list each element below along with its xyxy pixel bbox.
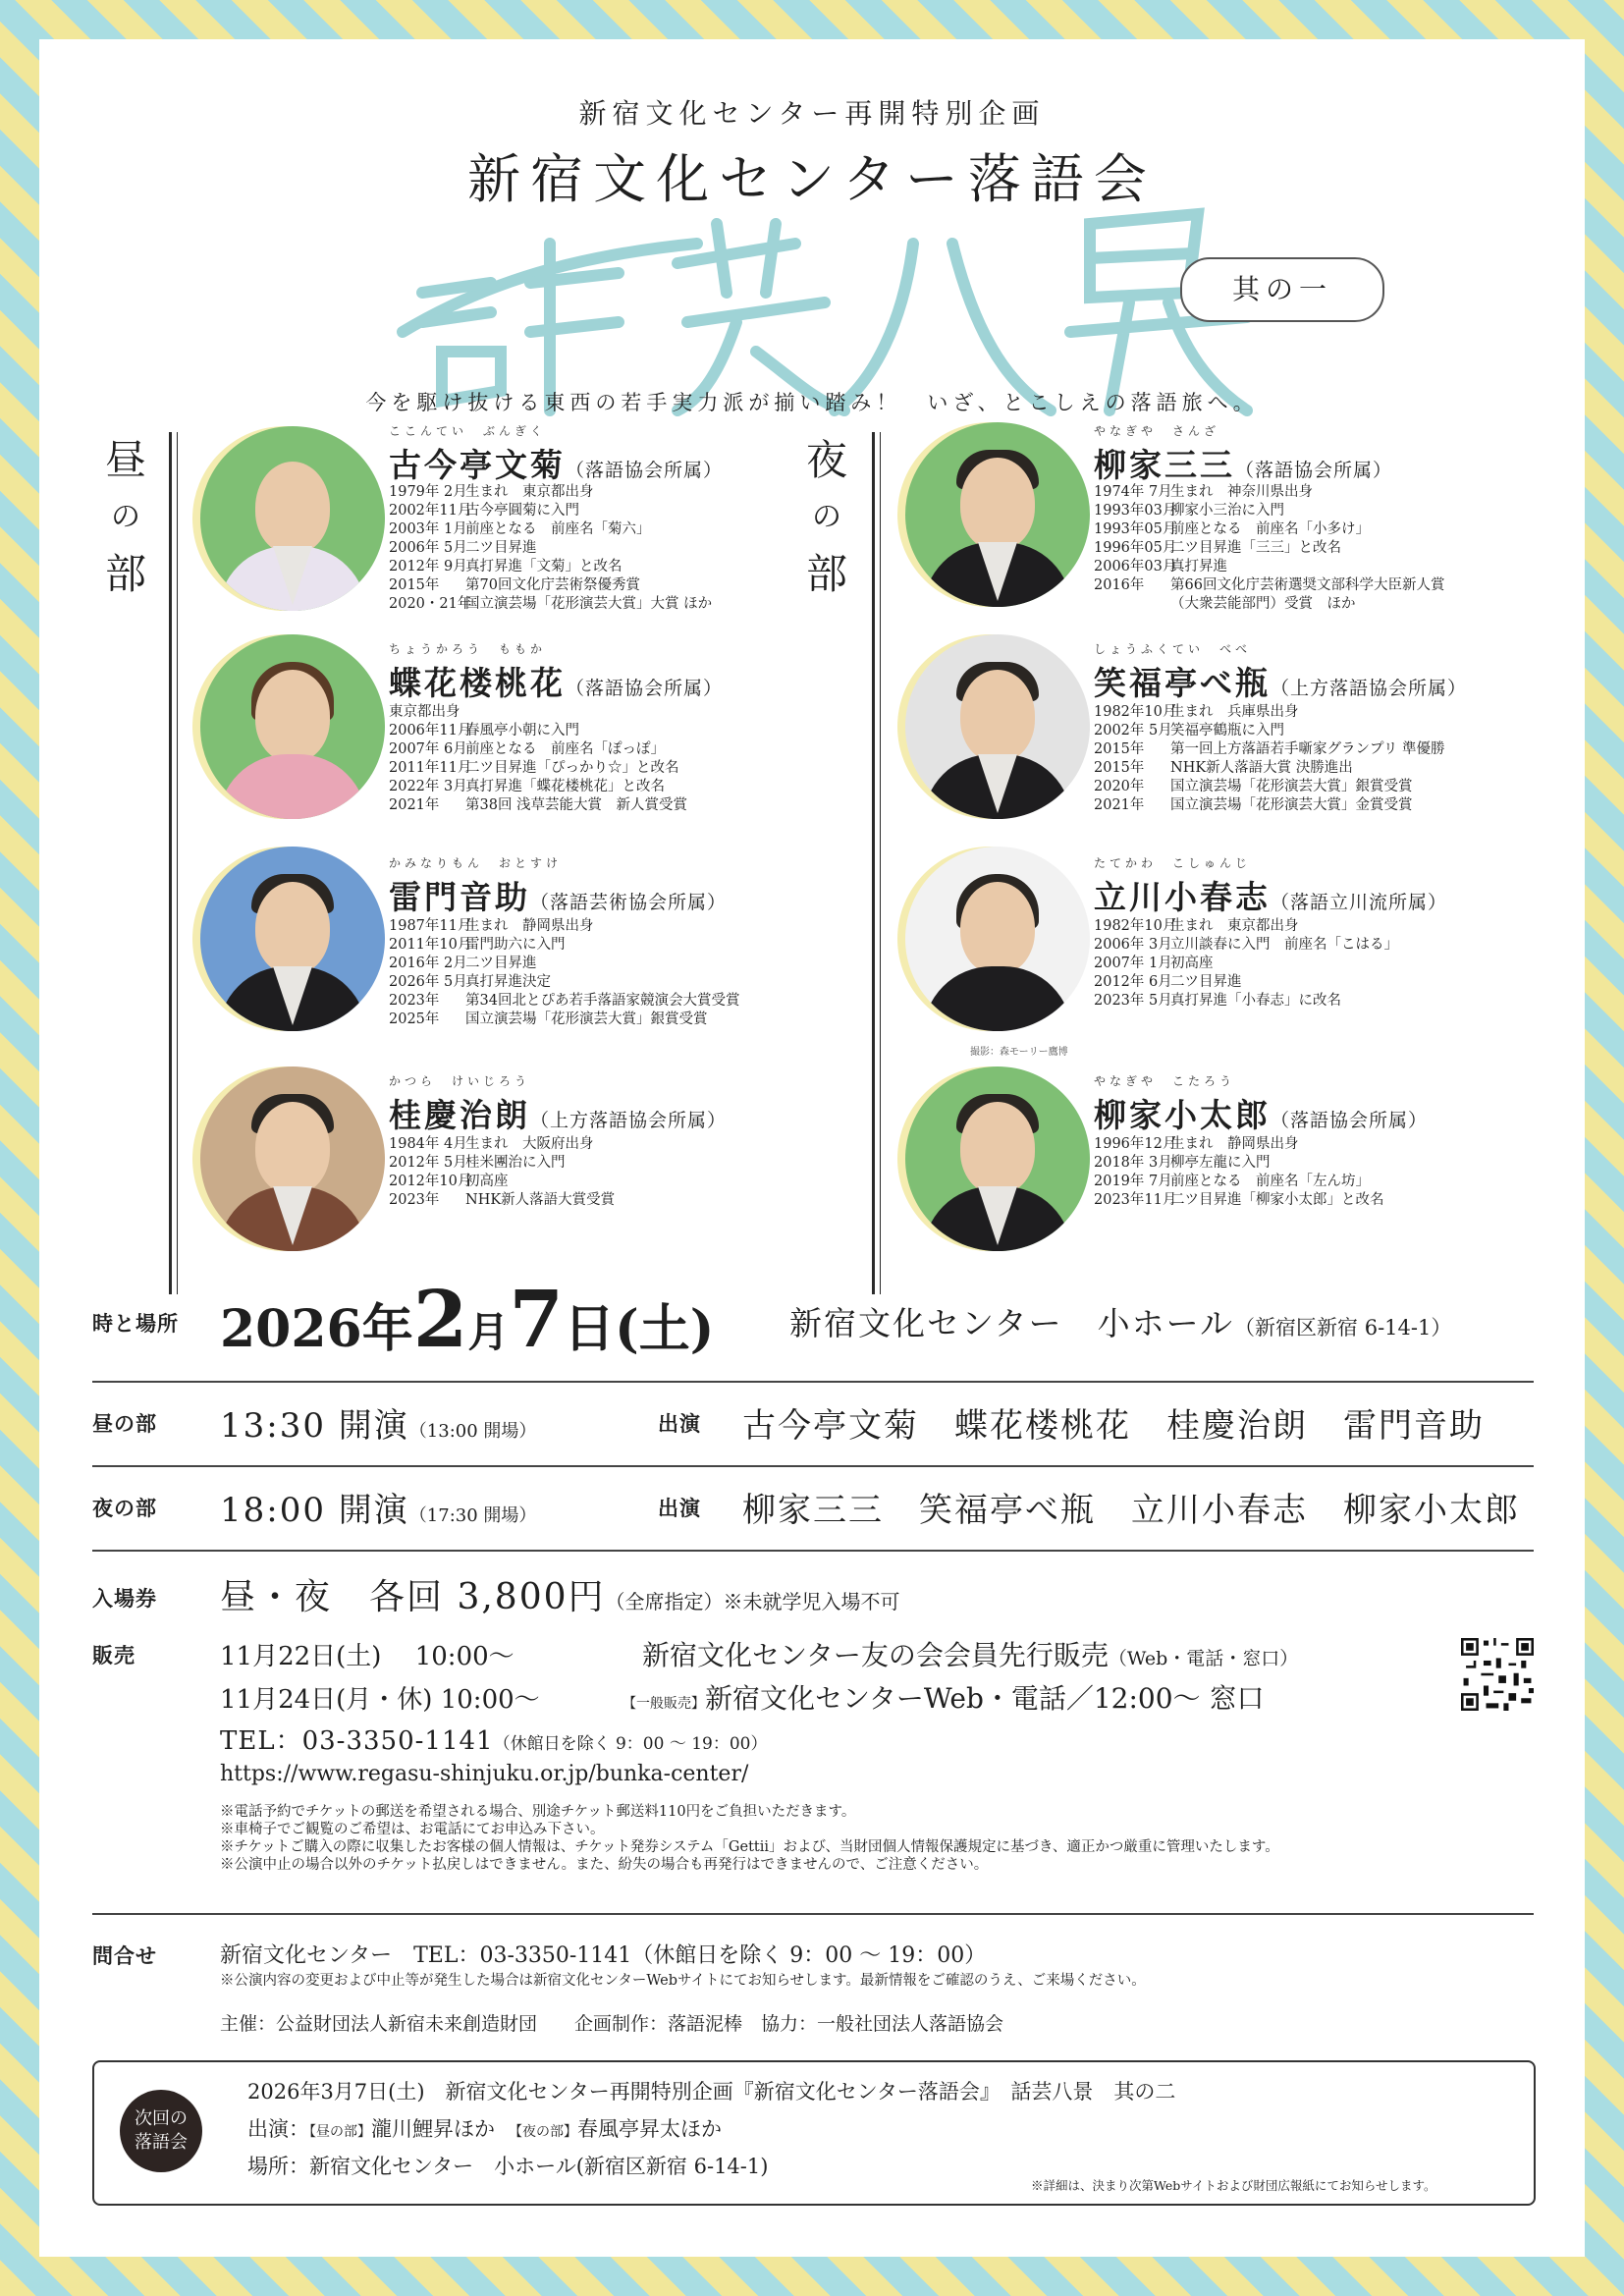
performer-ruby: かみなりもん おとすけ	[389, 856, 563, 870]
page-title: 新宿文化センター落語会	[467, 148, 1157, 210]
event-venue: 新宿文化センター 小ホール（新宿区新宿 6-14-1）	[789, 1304, 1452, 1342]
ticket-tel[interactable]: TEL：03-3350-1141（休館日を除く 9：00 ～ 19：00）	[220, 1726, 768, 1756]
cast-label: 出演	[658, 1496, 701, 1520]
show-cast: 柳家三三 笑福亭べ瓶 立川小春志 柳家小太郎	[742, 1491, 1520, 1530]
performer-photo	[189, 1061, 385, 1257]
show-label: 昼の部	[92, 1411, 157, 1436]
performer-name: 桂慶治朗（上方落語協会所属）	[389, 1096, 728, 1134]
flyer	[39, 39, 1585, 2257]
day-section-label: 昼 の 部	[104, 436, 146, 598]
performer-name: 柳家三三（落語協会所属）	[1094, 446, 1393, 484]
performer-ruby: たてかわ こしゅんじ	[1094, 856, 1252, 870]
credits: 主催：公益財団法人新宿未来創造財団 企画制作：落語泥棒 協力：一般社団法人落語協会	[220, 2013, 1004, 2035]
contact-label: 問合せ	[92, 1943, 157, 1968]
performer-photo	[189, 629, 385, 825]
performer-bio: 1982年10月生まれ 兵庫県出身 2002年 5月笑福亭鶴瓶に入門 2015年 第一回上方落語若手噺家グランプリ 準優勝 2015年 NHK新人落語大賞 決勝進出 2020年 国立演芸場「花形演芸大賞」銀賞受賞 2021年 国立演芸場「花形演芸大賞」金賞受賞	[1094, 704, 1445, 813]
performer-name: 柳家小太郎（落語協会所属）	[1094, 1096, 1429, 1134]
next-event-title: 2026年3月7日(土) 新宿文化センター再開特別企画『新宿文化センター落語会』 話芸八景 其の二	[247, 2080, 1176, 2104]
next-event-venue: 場所：新宿文化センター 小ホール(新宿区新宿 6-14-1)	[247, 2155, 769, 2178]
performer-bio: 東京都出身 2006年11月春風亭小朝に入門 2007年 6月前座となる 前座名「ぽっぽ」 2011年11月二ツ目昇進「ぴっかり☆」と改名 2022年 3月真打昇進「蝶花楼桃花」と改名 2021年 第38回 浅草芸能大賞 新人賞受賞	[389, 704, 688, 813]
contact-info: 新宿文化センター TEL：03-3350-1141（休館日を除く 9：00 ～ 19：00）	[220, 1943, 987, 1968]
cast-label: 出演	[658, 1411, 701, 1436]
performer-bio: 1984年 4月生まれ 大阪府出身 2012年 5月桂米團治に入門 2012年10月初高座 2023年 NHK新人落語大賞受賞	[389, 1136, 616, 1208]
performer-name: 雷門音助（落語芸術協会所属）	[389, 878, 728, 916]
performer-photo	[893, 1061, 1090, 1257]
performer-photo	[189, 420, 385, 617]
contact-note: ※公演内容の変更および中止等が発生した場合は新宿文化センターWebサイトにてお知らせします。最新情報をご確認のうえ、ご来場ください。	[220, 1973, 1146, 1989]
event-label: 時と場所	[92, 1311, 179, 1336]
ticket-url[interactable]: https://www.regasu-shinjuku.or.jp/bunka-center/	[220, 1762, 749, 1786]
performer-photo	[893, 629, 1090, 825]
ticket-notes: ※電話予約でチケットの郵送を希望される場合、別途チケット郵送料110円をご負担いただきます。 ※車椅子でご観覧のご希望は、お電話にてお申込み下さい。 ※チケットご購入の際に収集したお客様の個人情報は、チケット発券システム「Gettii」および、当財団個人情報保護規定に基づき、適正かつ厳重に管理いたします。 ※公演中止の場合以外のチケット払戻しはできません。また、紛失の場合も再発行はできませんので、ご注意ください。	[220, 1804, 1279, 1873]
show-cast: 古今亭文菊 蝶花楼桃花 桂慶治朗 雷門音助	[742, 1406, 1485, 1446]
divider	[169, 432, 172, 1294]
divider	[92, 1381, 1534, 1383]
ticket-price: 昼・夜 各回 3,800円（全席指定）※未就学児入場不可	[220, 1577, 900, 1617]
event-date: 2026年2月7日(土)	[220, 1273, 715, 1365]
performer-bio: 1979年 2月生まれ 東京都出身 2002年11月古今亭圓菊に入門 2003年 1月前座となる 前座名「菊六」 2006年 5月二ツ目昇進 2012年 9月真打昇進「文菊」と改名 2015年 第70回文化庁芸術祭優秀賞 2020・21年国立演芸場「花形演芸大賞」大賞 ほか	[389, 484, 713, 612]
performer-ruby: しょうふくてい べべ	[1094, 642, 1252, 656]
next-event-footnote: ※詳細は、決まり次第Webサイトおよび財団広報紙にてお知らせします。	[1031, 2178, 1436, 2193]
performer-name: 古今亭文菊（落語協会所属）	[389, 446, 724, 484]
sale-general: 11月24日(月・休) 10:00～ 【一般販売】新宿文化センターWeb・電話／12:00～ 窓口	[220, 1682, 1265, 1715]
divider	[177, 432, 178, 1294]
performer-ruby: ここんてい ぶんぎく	[389, 424, 547, 438]
divider	[92, 1465, 1534, 1467]
divider	[880, 432, 881, 1294]
night-section-label: 夜 の 部	[805, 436, 847, 598]
show-time: 18:00 開演（17:30 開場）	[220, 1491, 537, 1530]
divider	[92, 1550, 1534, 1552]
divider	[92, 1913, 1534, 1915]
performer-ruby: ちょうかろう ももか	[389, 642, 547, 656]
qr-code-icon[interactable]	[1461, 1638, 1534, 1711]
part-badge: 其の一	[1180, 257, 1384, 322]
show-time: 13:30 開演（13:00 開場）	[220, 1406, 537, 1446]
sale-presale: 11月22日(土) 10:00～ 新宿文化センター友の会会員先行販売（Web・電話・窓口）	[220, 1639, 1299, 1671]
next-event-badge: 次回の 落語会	[120, 2090, 202, 2172]
show-label: 夜の部	[92, 1496, 157, 1520]
tickets-label: 入場券	[92, 1586, 157, 1611]
performer-bio: 1974年 7月生まれ 神奈川県出身 1993年03月柳家小三治に入門 1993年05月前座となる 前座名「小多け」 1996年05月二ツ目昇進「三三」と改名 2006年03月真打昇進 2016年 第66回文化庁芸術選奨文部科学大臣新人賞 （大衆芸能部門）受賞 ほか	[1094, 484, 1445, 612]
performer-bio: 1982年10月生まれ 東京都出身 2006年 3月立川談春に入門 前座名「こはる」 2007年 1月初高座 2012年 6月二ツ目昇進 2023年 5月真打昇進「小春志」に改名	[1094, 918, 1398, 1009]
divider	[872, 432, 875, 1294]
photo-credit: 撮影：森モーリー鷹博	[970, 1047, 1068, 1058]
performer-ruby: やなぎや こたろう	[1094, 1074, 1236, 1088]
performer-bio: 1996年12月生まれ 静岡県出身 2018年 3月柳亭左龍に入門 2019年 7月前座となる 前座名「左ん坊」 2023年11月二ツ目昇進「柳家小太郎」と改名	[1094, 1136, 1384, 1208]
performer-ruby: やなぎや さんざ	[1094, 424, 1220, 438]
kicker: 新宿文化センター再開特別企画	[578, 97, 1046, 130]
performer-photo	[893, 841, 1090, 1037]
performer-photo	[893, 416, 1090, 613]
performer-ruby: かつら けいじろう	[389, 1074, 531, 1088]
performer-name: 笑福亭べ瓶（上方落語協会所属）	[1094, 664, 1468, 702]
brush-title	[383, 185, 1267, 420]
next-event-cast: 出演：【昼の部】瀧川鯉昇ほか 【夜の部】春風亭昇太ほか	[247, 2117, 722, 2141]
performer-name: 立川小春志（落語立川流所属）	[1094, 878, 1448, 916]
performer-name: 蝶花楼桃花（落語協会所属）	[389, 664, 724, 702]
sales-label: 販売	[92, 1643, 135, 1667]
performer-bio: 1987年11月生まれ 静岡県出身 2011年10月雷門助六に入門 2016年 2月二ツ目昇進 2026年 5月真打昇進決定 2023年 第34回北とぴあ若手落語家競演会大賞受賞 2025年 国立演芸場「花形演芸大賞」銀賞受賞	[389, 918, 740, 1027]
performer-photo	[189, 841, 385, 1037]
tagline: 今を駆け抜ける東西の若手実力派が揃い踏み！ いざ、とこしえの落語旅へ。	[365, 391, 1259, 414]
